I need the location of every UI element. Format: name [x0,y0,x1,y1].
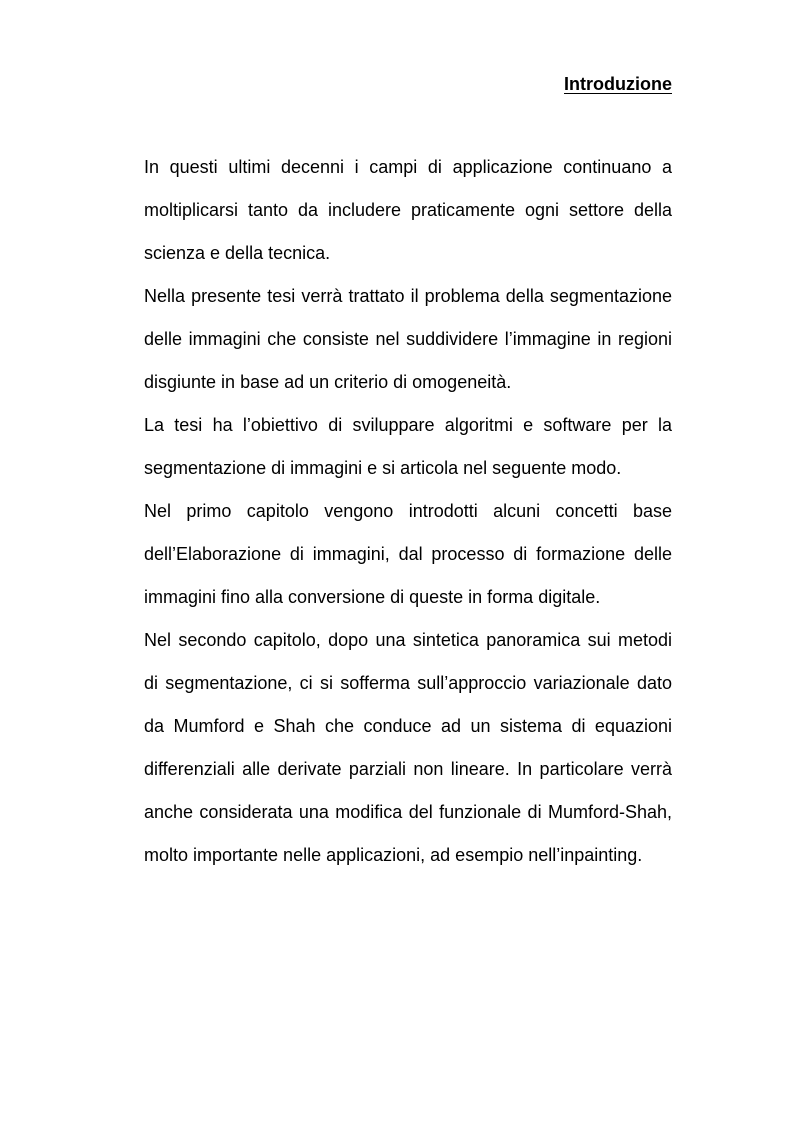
paragraph-chapter-one: Nel primo capitolo vengono introdotti alcuni concetti base dell’Elaborazione di immagini, dal processo di formazione delle immagini fino alla conversione di queste in forma digitale. [144,501,672,607]
paragraph-thesis-topic: Nella presente tesi verrà trattato il problema della segmentazione delle immagini che consiste nel suddividere l’immagine in regioni disgiunte in base ad un criterio di omogeneità. [144,286,672,392]
document-body [144,146,672,877]
paragraph-objective: La tesi ha l’obiettivo di sviluppare algoritmi e software per la segmentazione di immagini e si articola nel seguente modo. [144,415,672,478]
page-title: Introduzione [564,74,672,94]
paragraph-intro: In questi ultimi decenni i campi di applicazione continuano a moltiplicarsi tanto da includere praticamente ogni settore della scienza e della tecnica. [144,157,672,263]
paragraph-chapter-two: Nel secondo capitolo, dopo una sintetica panoramica sui metodi di segmentazione, ci si sofferma sull’approccio variazionale dato da Mumford e Shah che conduce ad un sistema di equazioni differenziali alle derivate parziali non lineare. In particolare verrà anche considerata una modifica del funzionale di Mumford-Shah, molto importante nelle applicazioni, ad esempio nell’inpainting. [144,630,672,865]
